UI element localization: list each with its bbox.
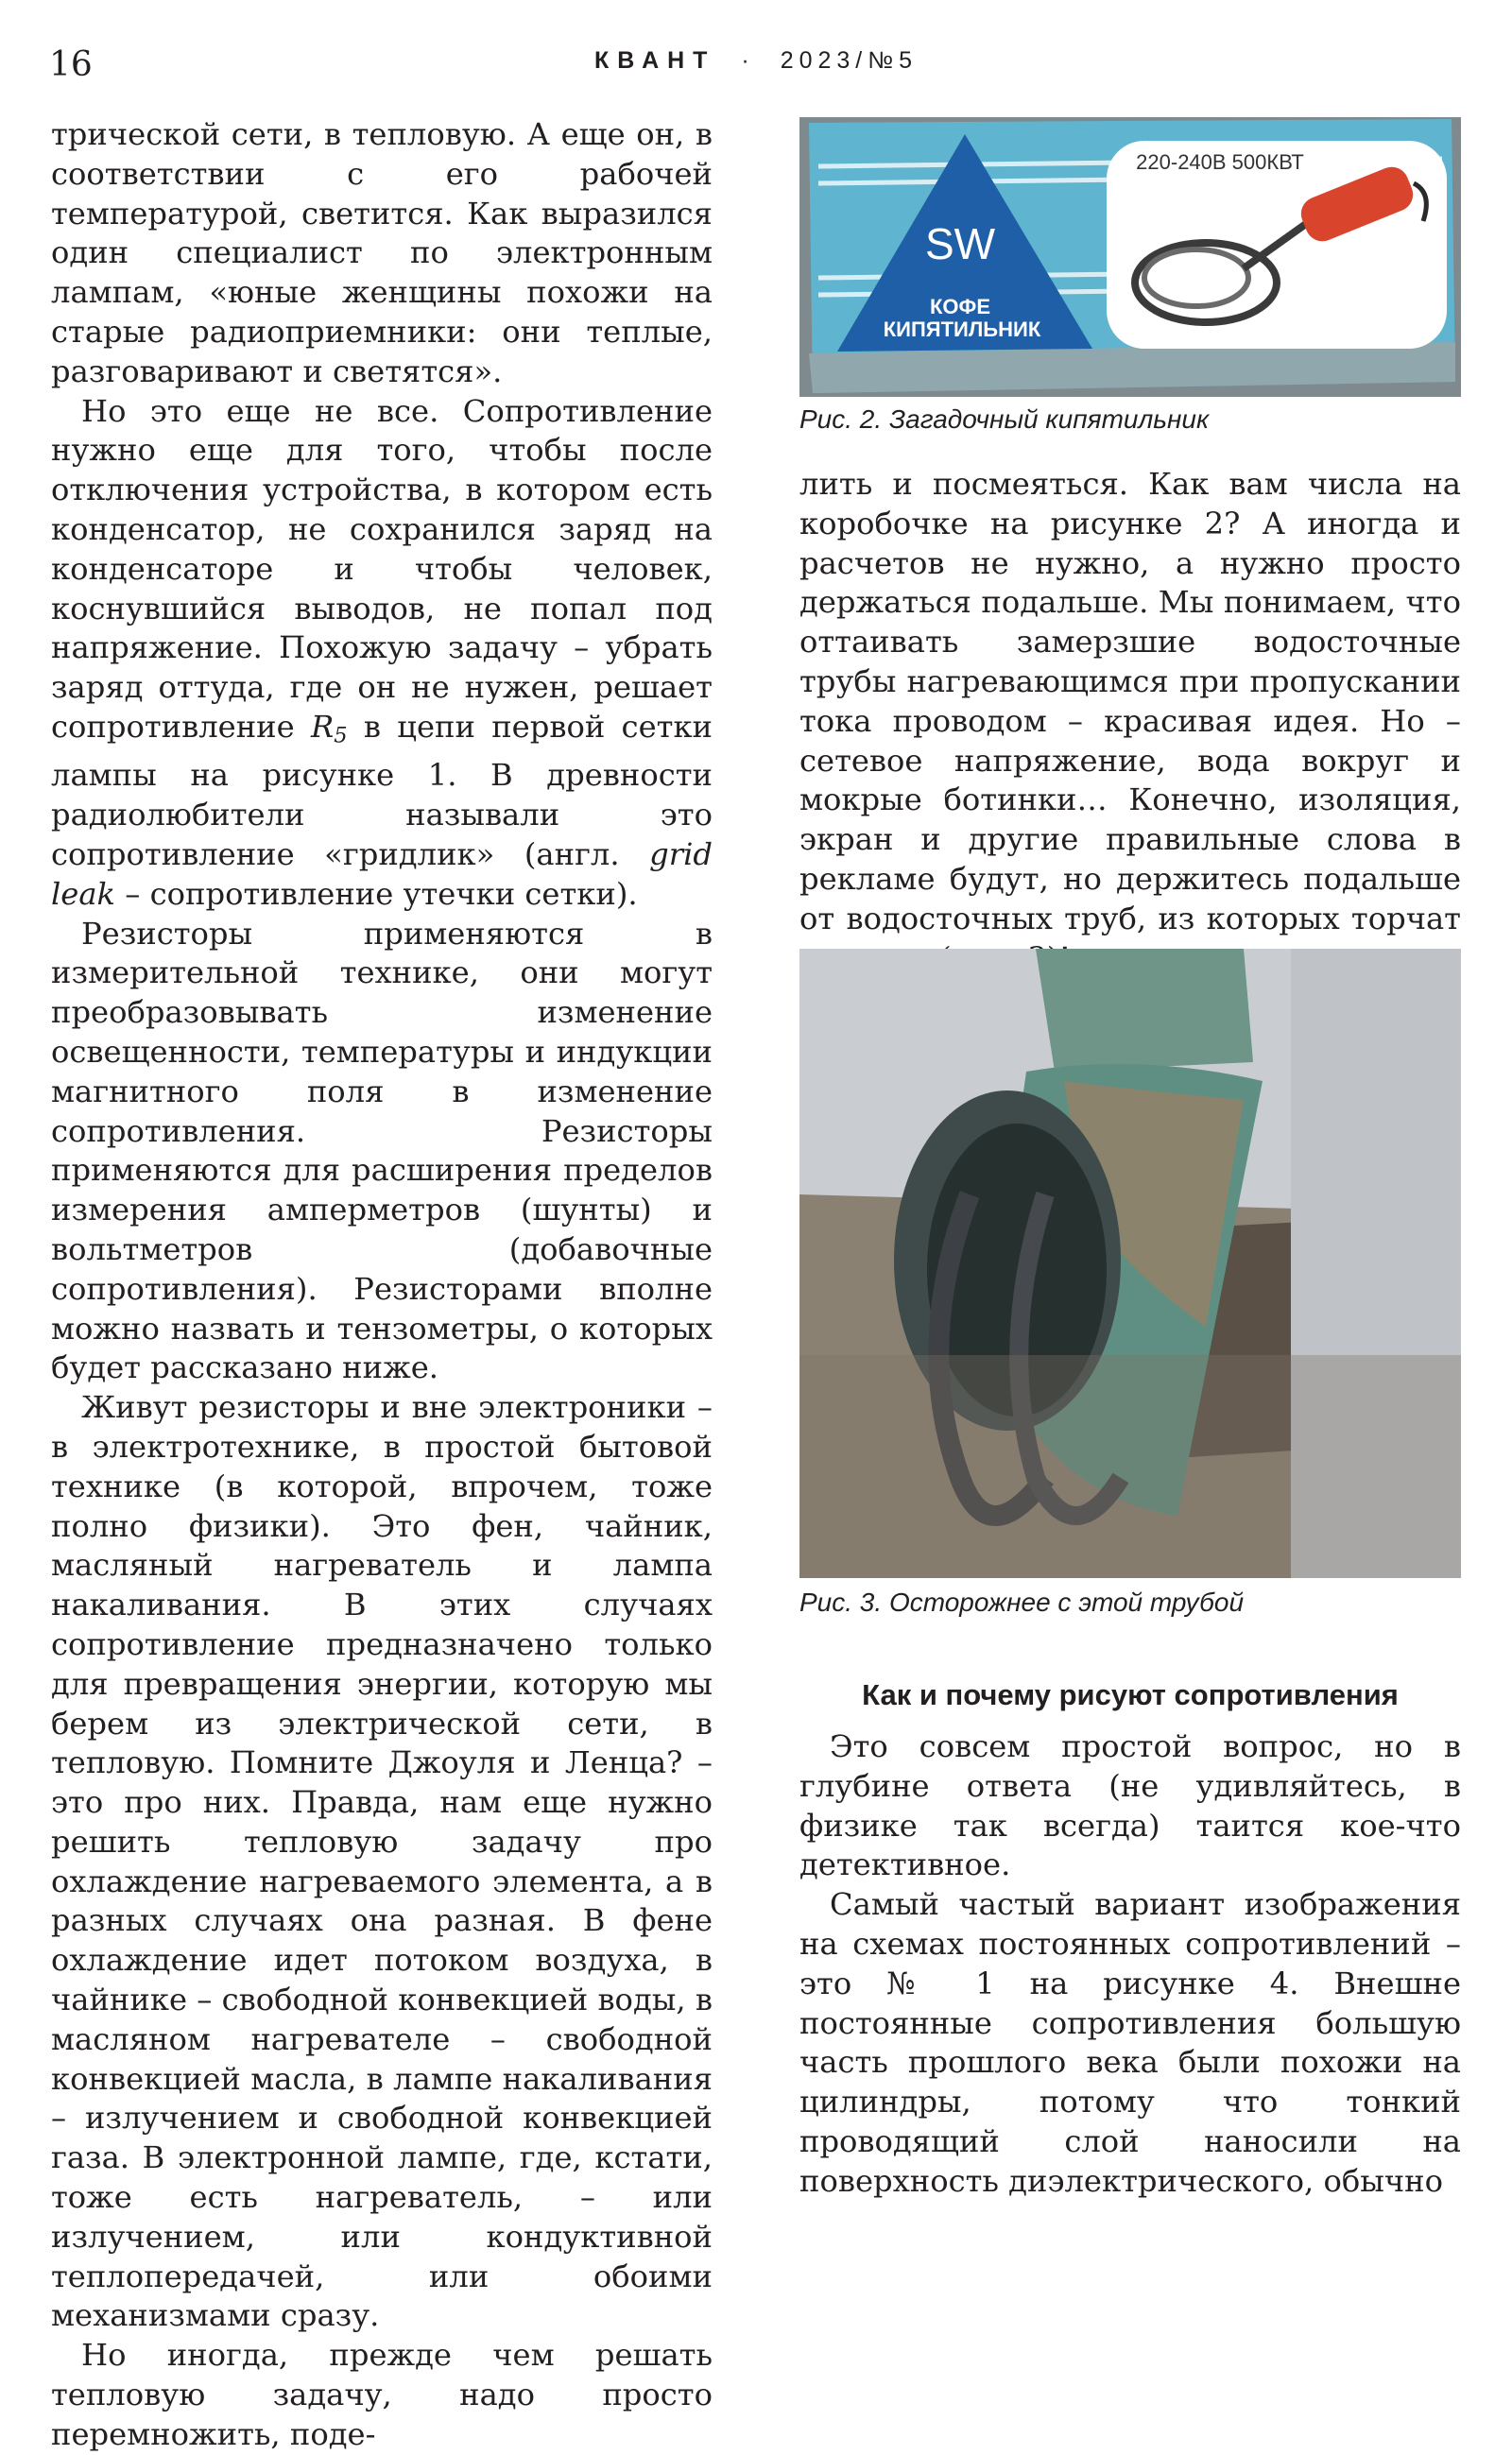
paragraph: лить и посмеяться. Как вам числа на коробочке на рисунке 2? А иногда и расчетов не нужно, а нужно просто держаться подальше. Мы понимаем, что оттаивать замерзшие водосточные трубы нагревающимся при пропускании тока проводом – красивая идея. Но – сетевое напряжение, вода вокруг и мокрые ботинки… Конечно, изоляция, экран и другие правильные слова в рекламе будут, но держитесь подальше от водосточных труб, из которых торчат bbox=[799, 466, 1461, 936]
paragraph: Самый частый вариант изображения на схемах постоянных сопротивлений – это № 1 на рисунке 4. Внешне постоянные сопротивления большую часть прошлого века были похожи на цилиндры, потому что тонкий проводящий слой наносили на поверхность диэлектрического, обычно bbox=[799, 1886, 1461, 2199]
paragraph bbox=[51, 392, 713, 915]
issue-number: 2023/№5 bbox=[780, 47, 918, 74]
box-spec: 220-240В 500КВТ bbox=[1136, 150, 1304, 174]
right-column-bottom bbox=[799, 1727, 1461, 2202]
term-grid-leak: grid leak bbox=[51, 835, 713, 912]
box-label-1: КОФЕ bbox=[930, 295, 990, 318]
magazine-title: КВАНТ bbox=[594, 47, 716, 74]
text-run: – сопротивление утечки сетки). bbox=[125, 875, 638, 912]
figure-2-heater-box-photo bbox=[799, 117, 1461, 397]
left-column bbox=[51, 115, 713, 2455]
paragraph: Живут резисторы и вне электроники – в электротехнике, в простой бытовой технике (в которой, впрочем, тоже полно физики). Это фен, чайник, масляный нагреватель и лампа накаливания. В этих случаях сопротивление предназначено только для превращения энергии, которую мы берем из электрической сети, в тепловую. Помните Джоуля и Ленца? – это про них. Правда, нам еще нужно решить тепловую задачу про охлаждение нагреваемого элемента, а в разных случаях она разная. В фене охлаждение идет потоком воздуха, в чайнике – свободной конвекцией воды, в масляном нагревателе – свободной конвекцией масла, в лампе накаливания – излучением и свободной конвекцией газа. В электронной лампе, где, кстати, тоже есть нагреватель, – или излучением, или кондуктивной теплопередачей, или обоими механизмами сразу. bbox=[51, 1389, 713, 2334]
figure-2-caption: Рис. 2. Загадочный кипятильник bbox=[799, 404, 1210, 434]
paragraph: трической сети, в тепловую. А еще он, в соответствии с его рабочей температурой, светится. Как выразился один специалист по электронным лампам, «юные женщины похожи на старые радиоприемники: они теплые, разговаривают и светятся». bbox=[51, 116, 713, 389]
text-run: Но это еще не все. Сопротивление нужно еще для того, чтобы после отключения устройства, в котором есть конденсатор, не сохранился заряд на конденсаторе и чтобы человек, коснувшийся выводов, не попал под напряжение. Похожую задачу – убрать заряд оттуда, где он не нужен, решает сопротивление bbox=[51, 392, 713, 745]
running-head bbox=[0, 47, 1512, 75]
box-label-2: КИПЯТИЛЬНИК bbox=[883, 318, 1041, 341]
figure-3-drainpipe-photo bbox=[799, 949, 1461, 1578]
paragraph: Резисторы применяются в измерительной технике, они могут преобразовывать изменение освещенности, температуры и индукции магнитного поля в изменение сопротивления. Резисторы применяются для расширения пределов измерения амперметров (шунты) и вольтметров (добавочные сопротивления). Резисторами вполне можно назвать и тензометры, о которых будет рассказано ниже. bbox=[51, 915, 713, 1386]
page-number: 16 bbox=[49, 45, 93, 84]
right-column-top bbox=[799, 465, 1461, 978]
figure-3-caption: Рис. 3. Осторожнее с этой трубой bbox=[799, 1588, 1245, 1617]
formula-r5: $R_5$ bbox=[310, 708, 348, 748]
header-separator: · bbox=[741, 47, 755, 74]
text-run: в цепи первой сетки лампы на рисунке 1. В древности радиолюбители называли это сопротивление «гридлик» (англ. bbox=[51, 708, 713, 872]
box-brand: SW bbox=[924, 219, 996, 268]
paragraph: Это совсем простой вопрос, но в глубине ответа (не удивляйтесь, в физике так всегда) таится кое-что детективное. bbox=[799, 1728, 1461, 1883]
paragraph: Но иногда, прежде чем решать тепловую задачу, надо просто перемножить, поде- bbox=[51, 2337, 713, 2452]
section-title: Как и почему рисуют сопротивления bbox=[862, 1678, 1399, 1711]
